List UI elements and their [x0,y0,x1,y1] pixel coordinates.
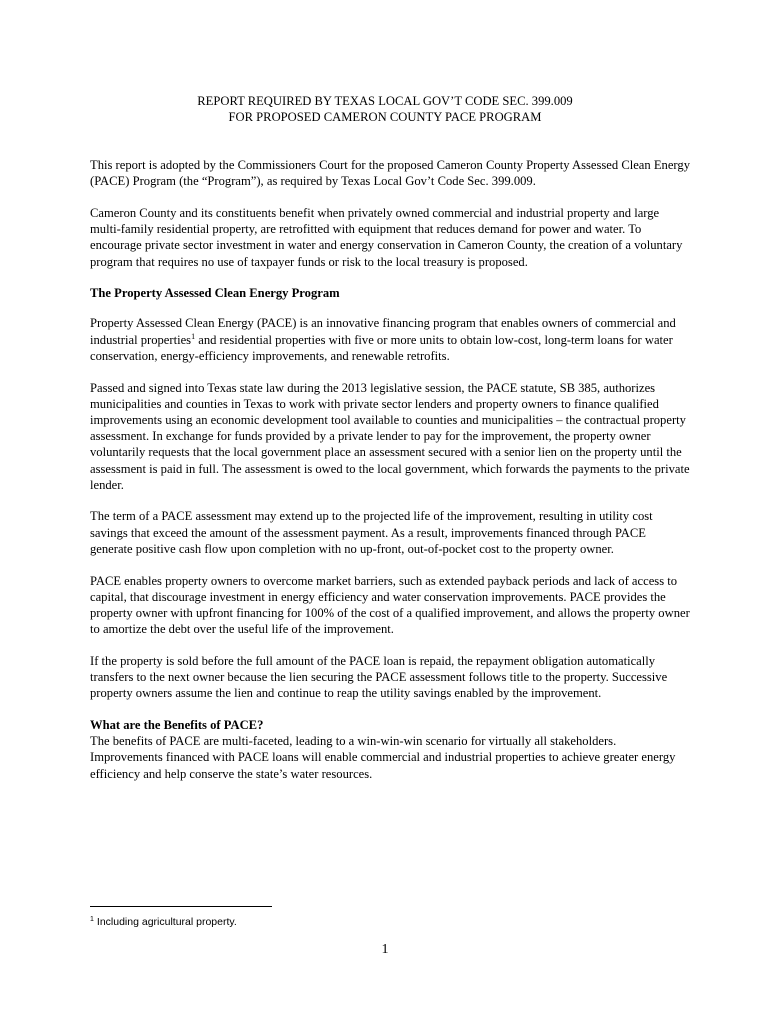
benefits-paragraph-1: The benefits of PACE are multi-faceted, leading to a win-win-win scenario for virtually all stakeholders. Improvements financed with PACE loans will enable commercial and industrial properties to achieve greater energy efficiency and help conserve the state’s water resources. [90,734,676,781]
title-line-1: REPORT REQUIRED BY TEXAS LOCAL GOV’T CODE SEC. 399.009 [197,94,573,108]
section-heading-pace-program: The Property Assessed Clean Energy Program [90,286,340,301]
report-body [90,157,690,782]
footnote-divider [90,906,272,907]
report-title [90,93,680,125]
pace-paragraph-4: PACE enables property owners to overcome market barriers, such as extended payback periods and lack of access to capital, that discourage investment in energy efficiency and water conservation improvements. PACE provides the property owner with upfront financing for 100% of the cost of a qualified improvement, and allows the property owner to amortize the debt over the useful life of the improvement. [90,573,690,637]
pace-paragraph-1-start: Property Assessed Clean Energy (PACE) is an innovative financing program that enables owners of commercial and industrial properties [90,316,676,347]
pace-paragraph-1 [90,315,690,364]
footnote [90,915,237,929]
title-line-2: FOR PROPOSED CAMERON COUNTY PACE PROGRAM [228,110,542,124]
intro-paragraph-1: This report is adopted by the Commissioners Court for the proposed Cameron County Property Assessed Clean Energy (PACE) Program (the “Program”), as required by Texas Local Gov’t Code Sec. 399.009. [90,158,690,189]
pace-paragraph-5: If the property is sold before the full amount of the PACE loan is repaid, the repayment obligation automatically transfers to the next owner because the lien securing the PACE assessment follows title to the property. Successive property owners assume the lien and continue to reap the utility savings enabled by the improvement. [90,653,668,701]
pace-paragraph-1-end: and residential properties with five or more units to obtain low-cost, long-term loans for water conservation, energy-efficiency improvements, and renewable retrofits. [90,332,673,363]
intro-paragraph-2: Cameron County and its constituents benefit when privately owned commercial and industrial property and large multi-family residential property, are retrofitted with equipment that reduces demand for power and water. To encourage private sector investment in water and energy conservation in Cameron County, the creation of a voluntary program that requires no use of taxpayer funds or risk to the local treasury is proposed. [90,205,683,269]
footnote-text: Including agricultural property. [96,916,237,928]
footnote-marker: 1 [90,916,94,923]
pace-paragraph-3: The term of a PACE assessment may extend up to the projected life of the improvement, resulting in utility cost savings that exceed the amount of the assessment payment. As a result, improvements financed through PACE generate positive cash flow upon completion with no up-front, out-of-pocket cost to the property owner. [90,509,653,556]
pace-paragraph-2: Passed and signed into Texas state law during the 2013 legislative session, the PACE statute, SB 385, authorizes municipalities and counties in Texas to work with private sector lenders and property owners to finance qualified improvements using an economic development tool available to counties and municipalities – the contractual property assessment. In exchange for funds provided by a private lender to pay for the improvement, the property owner voluntarily requests that the local government place an assessment secured with a senior lien on the property until the assessment is paid in full. The assessment is owed to the local government, which forwards the payments to the private lender. [90,380,690,492]
section-heading-benefits: What are the Benefits of PACE? [90,717,264,732]
page-number: 1 [381,942,389,957]
footnote-reference[interactable]: 1 [191,331,196,341]
